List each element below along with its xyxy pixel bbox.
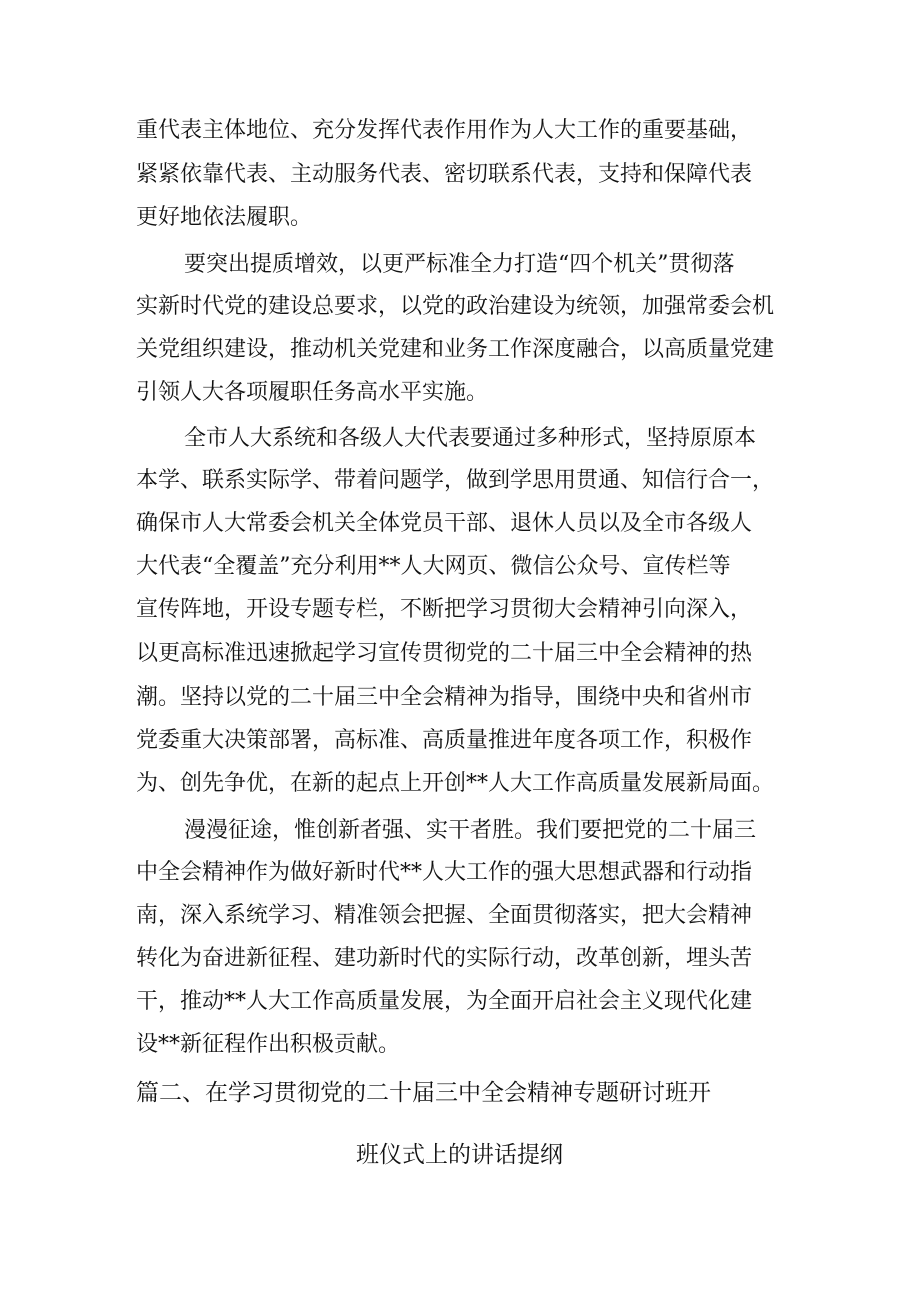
paragraph-3-line-4: 大代表“全覆盖”充分利用**人大网页、微信公众号、宣传栏等 — [136, 554, 731, 579]
paragraph-2-line-3: 关党组织建设，推动机关党建和业务工作深度融合，以高质量党建 — [136, 337, 775, 362]
paragraph-3-line-8: 党委重大决策部署，高标准、高质量推进年度各项工作，积极作 — [136, 728, 753, 753]
paragraph-1-line-2: 紧紧依靠代表、主动服务代表、密切联系代表，支持和保障代表 — [136, 162, 753, 187]
paragraph-4-line-3: 南，深入系统学习、精准领会把握、全面贯彻落实，把大会精神 — [136, 903, 753, 928]
section-heading-line-1: 篇二、在学习贯彻党的二十届三中全会精神专题研讨班开 — [136, 1080, 711, 1106]
paragraph-4-line-1: 漫漫征途，惟创新者强、实干者胜。我们要把党的二十届三 — [184, 818, 757, 843]
paragraph-4-line-5: 干，推动**人大工作高质量发展，为全面开启社会主义现代化建 — [136, 989, 753, 1014]
paragraph-3-line-3: 确保市人大常委会机关全体党员干部、退休人员以及全市各级人 — [136, 511, 753, 536]
paragraph-2-line-2: 实新时代党的建设总要求，以党的政治建设为统领，加强常委会机 — [136, 294, 775, 319]
paragraph-1-line-3: 更好地依法履职。 — [136, 205, 313, 230]
paragraph-3-line-9: 为、创先争优，在新的起点上开创**人大工作高质量发展新局面。 — [136, 771, 775, 796]
paragraph-3-line-6: 以更高标准迅速掀起学习宣传贯彻党的二十届三中全会精神的热 — [136, 641, 753, 666]
paragraph-2-line-1: 要突出提质增效，以更严标准全力打造“四个机关”贯彻落 — [184, 252, 735, 277]
paragraph-4-line-2: 中全会精神作为做好新时代**人大工作的强大思想武器和行动指 — [136, 860, 753, 885]
paragraph-4-line-4: 转化为奋进新征程、建功新时代的实际行动，改革创新，埋头苦 — [136, 946, 753, 971]
paragraph-3-line-7: 潮。坚持以党的二十届三中全会精神为指导，围绕中央和省州市 — [136, 685, 753, 710]
paragraph-3-line-1: 全市人大系统和各级人大代表要通过多种形式，坚持原原本 — [184, 426, 757, 451]
paragraph-4-line-6: 设**新征程作出积极贡献。 — [136, 1032, 401, 1057]
paragraph-2-line-4: 引领人大各项履职任务高水平实施。 — [136, 380, 489, 405]
section-heading-line-2: 班仪式上的讲话提纲 — [356, 1142, 563, 1168]
paragraph-3-line-2: 本学、联系实际学、带着问题学，做到学思用贯通、知信行合一， — [136, 468, 775, 493]
paragraph-1-line-1: 重代表主体地位、充分发挥代表作用作为人大工作的重要基础， — [136, 118, 753, 143]
paragraph-3-line-5: 宣传阵地，开设专题专栏，不断把学习贯彻大会精神引向深入， — [136, 597, 753, 622]
